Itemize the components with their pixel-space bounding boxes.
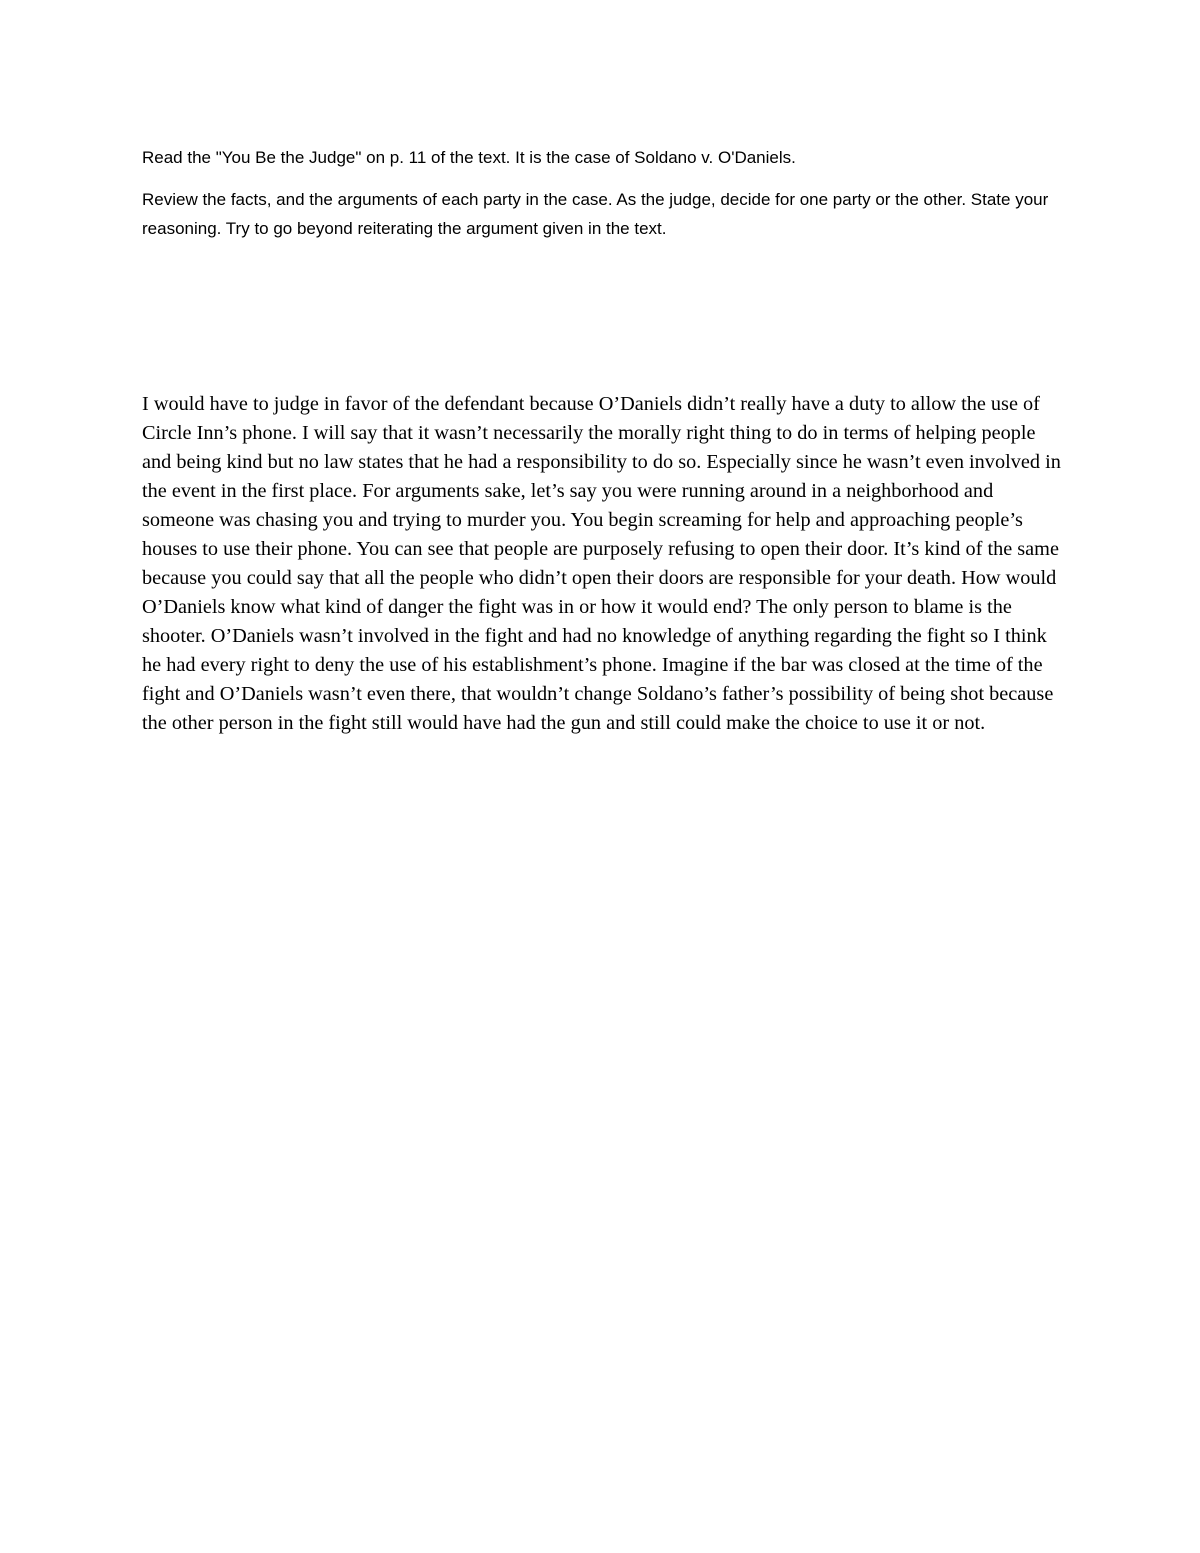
prompt-instruction-1: Read the "You Be the Judge" on p. 11 of the text. It is the case of Soldano v. O'Daniels. (142, 148, 796, 167)
assignment-prompt (142, 143, 1072, 256)
prompt-instruction-2: Review the facts, and the arguments of each party in the case. As the judge, decide for one party or the other. State your reasoning. Try to go beyond reiterating the argument given in the text. (142, 190, 1049, 238)
student-response (142, 390, 1067, 738)
response-paragraph: I would have to judge in favor of the defendant because O’Daniels didn’t really have a duty to allow the use of Circle Inn’s phone. I will say that it wasn’t necessarily the morally right thing to do in terms of helping people and being kind but no law states that he had a responsibility to do so. Especially since he wasn’t even involved in the event in the first place. For arguments sake, let’s say you were running around in a neighborhood and someone was chasing you and trying to murder you. You begin screaming for help and approaching people’s houses to use their phone. You can see that people are purposely refusing to open their door. It’s kind of the same because you could say that all the people who didn’t open their doors are responsible for your death. How would O’Daniels know what kind of danger the fight was in or how it would end? The only person to blame is the shooter. O’Daniels wasn’t involved in the fight and had no knowledge of anything regarding the fight so I think he had every right to deny the use of his establishment’s phone. Imagine if the bar was closed at the time of the fight and O’Daniels wasn’t even there, that wouldn’t change Soldano’s father’s possibility of being shot because the other person in the fight still would have had the gun and still could make the choice to use it or not. (142, 393, 1061, 734)
